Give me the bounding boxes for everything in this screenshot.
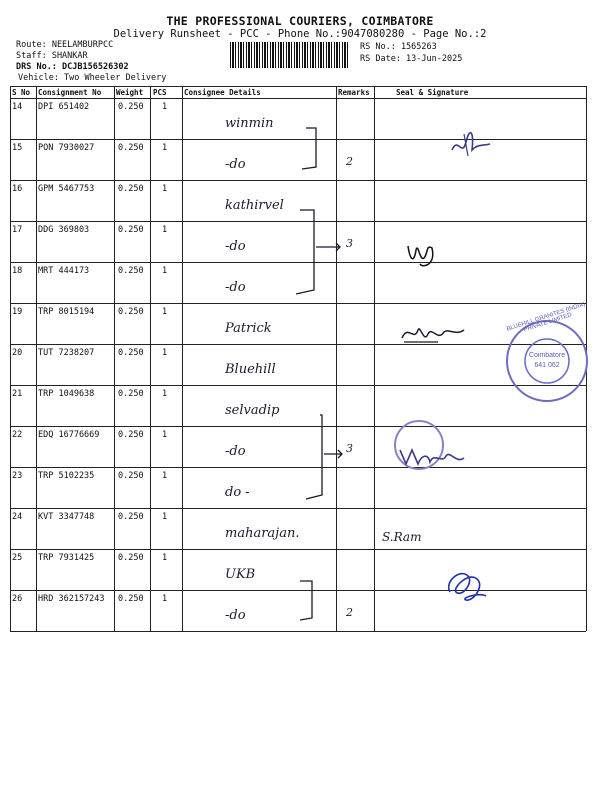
barcode [230,42,348,68]
row-consignee-handwritten: UKB [225,567,256,582]
col-header-remarks: Remarks [338,88,370,97]
row-consignee-handwritten: -do [225,239,246,254]
col-header-consignment: Consignment No [38,88,102,97]
signature-row24-text: S.Ram [382,530,422,544]
row-consignment-no: MRT 444173 [38,266,90,276]
row-remark-count: 2 [346,155,353,168]
row-weight: 0.250 [118,430,144,440]
row-weight: 0.250 [118,389,144,399]
row-sno: 15 [12,143,23,153]
row-remark-count: 2 [346,606,353,619]
row-consignment-no: TRP 1049638 [38,389,95,399]
row-weight: 0.250 [118,184,144,194]
row-consignment-no: KVT 3347748 [38,512,95,522]
signature-row25 [440,562,490,612]
signature-row17 [402,236,442,274]
row-sno: 23 [12,471,23,481]
row-pcs: 1 [162,143,168,153]
row-sno: 22 [12,430,23,440]
row-consignment-no: TRP 5102235 [38,471,95,481]
row-consignment-no: DPI 651402 [38,102,90,112]
bracket-mark [296,210,314,294]
route-label: Route: NEELAMBURPCC [16,40,114,50]
row-consignment-no: PON 7930027 [38,143,95,153]
row-consignee-handwritten: Bluehill [225,362,276,377]
row-sno: 18 [12,266,23,276]
bracket-mark [324,450,342,458]
row-remark-count: 3 [346,237,353,250]
row-consignee-handwritten: -do [225,444,246,459]
row-pcs: 1 [162,348,168,358]
row-consignee-handwritten: do - [225,485,250,500]
col-header-sno: S No [12,88,31,97]
grouping-brackets [10,86,586,631]
signature-row22 [396,444,468,474]
seal-pin: 641 062 [534,362,560,369]
row-pcs: 1 [162,266,168,276]
row-weight: 0.250 [118,266,144,276]
row-pcs: 1 [162,594,168,604]
row-pcs: 1 [162,102,168,112]
row-consignee-handwritten: -do [225,608,246,623]
row-consignee-handwritten: maharajan. [225,526,300,541]
col-header-weight: Weight [116,88,144,97]
signature-row15 [448,128,494,166]
rs-number: RS No.: 1565263 [360,42,437,52]
row-sno: 25 [12,553,23,563]
row-weight: 0.250 [118,143,144,153]
row-pcs: 1 [162,512,168,522]
row-sno: 16 [12,184,23,194]
seal-ring-text: BLUEHILL GRANITES (INDIA) PRIVATE LIMITED [506,301,587,334]
row-consignee-handwritten: kathirvel [225,198,284,213]
row-pcs: 1 [162,307,168,317]
row-pcs: 1 [162,184,168,194]
row-consignment-no: TUT 7238207 [38,348,95,358]
drs-label: DRS No.: DCJB156526302 [16,62,129,72]
row-sno: 21 [12,389,23,399]
row-weight: 0.250 [118,471,144,481]
company-title: THE PROFESSIONAL COURIERS, COIMBATORE [166,14,434,28]
bracket-mark [306,415,322,499]
row-weight: 0.250 [118,594,144,604]
row-consignee-handwritten: selvadip [225,403,280,418]
signature-row24 [382,530,421,544]
row-weight: 0.250 [118,553,144,563]
runsheet-subtitle: Delivery Runsheet - PCC - Phone No.:9047080280 - Page No.:2 [113,28,487,40]
company-seal [506,301,588,402]
row-consignee-handwritten: -do [225,157,246,172]
row-weight: 0.250 [118,348,144,358]
row-pcs: 1 [162,471,168,481]
bracket-mark [316,243,340,251]
row-pcs: 1 [162,225,168,235]
row-remark-count: 3 [346,442,353,455]
row-weight: 0.250 [118,225,144,235]
seal-city: Coimbatore [528,352,566,359]
row-sno: 17 [12,225,23,235]
rs-date: RS Date: 13-Jun-2025 [360,54,463,64]
vehicle-label: Vehicle: Two Wheeler Delivery [18,73,167,83]
row-consignment-no: TRP 8015194 [38,307,95,317]
col-header-pcs: PCS [153,88,167,97]
runsheet-table [10,86,586,631]
row-consignee-handwritten: winmin [225,116,274,131]
row-weight: 0.250 [118,102,144,112]
row-weight: 0.250 [118,307,144,317]
row-sno: 19 [12,307,23,317]
row-consignment-no: TRP 7931425 [38,553,95,563]
bracket-mark [300,581,312,620]
col-header-consignee: Consignee Details [184,88,261,97]
staff-label: Staff: SHANKAR [16,51,88,61]
row-pcs: 1 [162,430,168,440]
bracket-mark [302,128,316,169]
row-sno: 26 [12,594,23,604]
signature-row19 [398,318,468,352]
row-weight: 0.250 [118,512,144,522]
row-divider [10,631,586,632]
row-pcs: 1 [162,553,168,563]
row-sno: 14 [12,102,23,112]
col-header-seal: Seal & Signature [396,88,469,97]
row-consignment-no: EDQ 16776669 [38,430,100,440]
row-pcs: 1 [162,389,168,399]
row-consignment-no: GPM 5467753 [38,184,95,194]
row-sno: 20 [12,348,23,358]
row-sno: 24 [12,512,23,522]
row-consignee-handwritten: Patrick [225,321,272,336]
row-consignee-handwritten: -do [225,280,246,295]
row-consignment-no: DDG 369803 [38,225,90,235]
row-consignment-no: HRD 362157243 [38,594,105,604]
